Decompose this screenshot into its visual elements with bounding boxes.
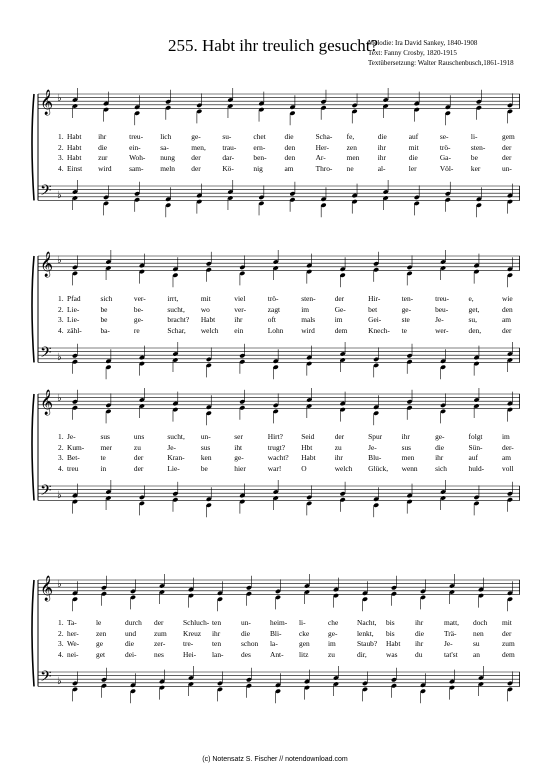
verse-number: 3. — [58, 639, 64, 648]
lyric-syllable: zum — [154, 628, 167, 638]
lyric-syllable: zu — [328, 649, 335, 659]
lyric-syllable: mer — [100, 442, 112, 452]
lyric-syllable: ihr — [234, 315, 243, 324]
lyric-syllable: Schluch- — [183, 618, 210, 627]
bass-clef-icon: 𝄢 — [40, 344, 52, 365]
lyric-syllable: trö- — [439, 142, 451, 152]
flat-icon: ♭ — [57, 190, 62, 201]
lyric-syllable: schon — [241, 639, 259, 648]
lyric-syllable: se- — [439, 132, 449, 141]
lyric-syllable: im — [502, 432, 510, 441]
lyric-syllable: Habt — [301, 453, 316, 462]
lyric-syllable: den — [502, 304, 513, 314]
lyric-syllable: die — [284, 132, 294, 141]
lyric-syllable: Nacht, — [357, 618, 377, 627]
system-2 — [30, 250, 520, 380]
lyric-line-1 — [30, 618, 520, 628]
lyric-line-1 — [30, 432, 520, 442]
lyric-syllable: iht — [234, 442, 243, 452]
lyric-syllable: litz — [299, 649, 309, 659]
lyric-syllable: war! — [267, 463, 282, 473]
lyric-syllable: Kum- — [67, 442, 85, 452]
lyric-syllable: im — [334, 315, 343, 324]
lyric-syllable: che — [328, 618, 339, 627]
verse-number: 4. — [58, 649, 64, 659]
lyric-syllable: ihr — [212, 628, 221, 638]
lyric-syllable: su — [473, 639, 480, 648]
lyric-syllable: Habt — [200, 315, 216, 324]
lyric-syllable: ste — [401, 315, 410, 324]
bass-clef-icon: 𝄢 — [40, 668, 52, 689]
lyric-line-3 — [30, 639, 520, 649]
lyric-line-2 — [30, 143, 520, 153]
lyric-syllable: sucht, — [167, 304, 185, 314]
flat-icon: ♭ — [57, 393, 62, 404]
lyric-syllable: tat'st — [444, 649, 458, 659]
lyric-syllable: ne — [346, 163, 354, 173]
lyric-syllable: im — [301, 304, 310, 314]
lyric-syllable: Habt — [67, 153, 82, 162]
lyric-syllable: be — [100, 315, 108, 324]
lyric-syllable: Je- — [444, 639, 453, 648]
lyric-syllable: welch — [200, 325, 219, 335]
lyric-syllable: der — [502, 325, 512, 335]
lyric-syllable: der — [133, 463, 144, 473]
lyric-syllable: ihr — [435, 453, 444, 462]
lyric-syllable: sten- — [470, 142, 486, 152]
lyric-syllable: dem — [334, 325, 348, 335]
lyric-syllable: Thro- — [315, 163, 333, 173]
verse-number: 3. — [58, 153, 64, 162]
lyric-syllable: folgt — [468, 432, 483, 441]
lyric-syllable: den — [284, 142, 296, 152]
lyric-syllable: Je- — [435, 315, 444, 324]
treble-clef-icon: 𝄞 — [40, 252, 54, 277]
lyric-syllable: ben- — [253, 153, 267, 162]
lyric-syllable: wo — [200, 304, 210, 314]
lyric-syllable: mit — [200, 294, 211, 303]
lyric-line-4 — [30, 650, 520, 660]
lyric-syllable: der — [502, 153, 512, 162]
lyric-syllable: sten- — [301, 294, 316, 303]
lyric-syllable: den — [284, 153, 296, 162]
lyric-syllable: Hir- — [368, 294, 381, 303]
verse-number: 2. — [58, 142, 64, 152]
lyric-syllable: Habt — [386, 639, 401, 648]
lyric-syllable: be — [470, 153, 478, 162]
verse-number: 1. — [58, 294, 64, 303]
lyric-syllable: treu- — [129, 132, 144, 141]
lyric-syllable: la- — [270, 639, 278, 648]
lyric-syllable: ge- — [191, 132, 201, 141]
lyric-syllable: sus — [200, 442, 211, 452]
lyric-syllable: Gei- — [368, 315, 382, 324]
lyric-syllable: gen — [299, 639, 310, 648]
treble-clef-icon: 𝄞 — [40, 90, 54, 115]
lyric-line-1 — [30, 294, 520, 304]
lyric-syllable: zer- — [154, 639, 166, 648]
lyric-syllable: die — [377, 132, 387, 141]
lyric-syllable: ihr — [377, 142, 386, 152]
lyric-syllable: We- — [67, 639, 80, 648]
lyric-syllable: un- — [502, 163, 512, 173]
lyric-syllable: le — [96, 618, 102, 627]
lyric-syllable: re — [133, 325, 140, 335]
lyric-syllable: oft — [267, 315, 276, 324]
lyric-syllable: Lie- — [67, 304, 80, 314]
lyric-syllable: wie — [502, 294, 513, 303]
lyric-syllable: Völ- — [439, 163, 454, 173]
lyric-syllable: trugt? — [267, 442, 286, 452]
lyric-syllable: Bet- — [67, 453, 80, 462]
lyric-syllable: ihr — [334, 453, 343, 462]
credits-block — [368, 38, 548, 68]
lyric-syllable: die — [415, 628, 425, 638]
lyric-syllable: Hbt — [301, 442, 313, 452]
lyric-syllable: ihr — [401, 432, 410, 441]
lyric-syllable: am — [502, 453, 512, 462]
lyric-syllable: der — [154, 618, 164, 627]
lyric-line-2 — [30, 305, 520, 315]
lyric-syllable: treu — [67, 463, 79, 473]
lyric-syllable: dei- — [125, 649, 137, 659]
lyric-line-1 — [30, 132, 520, 142]
lyric-syllable: ern- — [253, 142, 266, 152]
bass-clef-icon: 𝄢 — [40, 482, 52, 503]
lyric-syllable: ge- — [435, 432, 445, 441]
lyric-syllable: des — [241, 649, 251, 659]
lyric-syllable: Schar, — [167, 325, 186, 335]
lyric-syllable: te — [401, 325, 407, 335]
lyric-syllable: Scha- — [315, 132, 333, 141]
lyric-syllable: Hirt? — [267, 432, 283, 441]
lyric-line-4 — [30, 164, 520, 174]
lyric-syllable: Ar- — [315, 153, 326, 162]
lyric-syllable: an — [473, 649, 480, 659]
lyric-syllable: sich — [435, 463, 447, 473]
lyric-syllable: der — [502, 628, 512, 638]
lyric-syllable: Kreuz — [183, 628, 202, 638]
lyric-syllable: auf — [468, 453, 478, 462]
lyric-syllable: zur — [98, 153, 108, 162]
lyric-syllable: der- — [502, 442, 514, 452]
lyric-syllable: voll — [502, 463, 514, 473]
lyric-syllable: Woh- — [129, 153, 146, 162]
lyric-syllable: du — [415, 649, 423, 659]
lyric-syllable: un- — [241, 618, 251, 627]
verse-number: 4. — [58, 163, 64, 173]
lyric-syllable: trö- — [267, 294, 279, 303]
lyric-syllable: dar- — [222, 153, 235, 162]
lyric-syllable: be — [100, 304, 108, 314]
lyric-syllable: auf — [408, 132, 419, 141]
lyric-syllable: sam- — [129, 163, 144, 173]
lyric-syllable: zähl- — [67, 325, 82, 335]
flat-icon: ♭ — [57, 579, 62, 590]
lyric-syllable: lenkt, — [357, 628, 374, 638]
lyric-syllable: in — [100, 463, 107, 473]
lyric-syllable: ihr — [415, 639, 424, 648]
lyric-syllable: fe, — [346, 132, 355, 141]
lyric-syllable: Blu- — [368, 453, 382, 462]
lyric-syllable: Habt — [67, 132, 82, 141]
lyric-line-4 — [30, 326, 520, 336]
lyric-syllable: Ga- — [439, 153, 451, 162]
lyric-syllable: li- — [299, 618, 306, 627]
lyric-syllable: Je- — [167, 442, 176, 452]
lyric-line-2 — [30, 443, 520, 453]
lyric-syllable: cke — [299, 628, 310, 638]
verse-number: 1. — [58, 618, 64, 627]
lyric-syllable: Kran- — [167, 453, 185, 462]
lyric-syllable: Knech- — [368, 325, 390, 335]
lyric-syllable: der — [191, 163, 201, 173]
lyric-syllable: Staub? — [357, 639, 378, 648]
lyric-syllable: ten — [212, 618, 222, 627]
lyric-syllable: die — [98, 142, 108, 152]
lyric-syllable: O — [301, 463, 307, 473]
verse-number: 1. — [58, 132, 64, 141]
credit-text: Text: Fanny Crosby, 1820-1915 — [368, 49, 457, 57]
lyric-syllable: doch — [473, 618, 488, 627]
lyric-syllable: die — [435, 442, 445, 452]
lyric-syllable: ge- — [328, 628, 338, 638]
lyric-syllable: wacht? — [267, 453, 289, 462]
lyric-syllable: mit — [408, 142, 419, 152]
lyric-syllable: nei- — [67, 649, 79, 659]
credit-translation: Textübersetzung: Walter Rauschenbusch,1861-1918 — [368, 59, 514, 67]
lyric-line-2 — [30, 629, 520, 639]
lyric-syllable: Kö- — [222, 163, 234, 173]
lyric-syllable: un- — [200, 432, 211, 441]
lyric-syllable: mals — [301, 315, 316, 324]
lyric-syllable: Je- — [67, 432, 76, 441]
lyric-syllable: Habt — [67, 142, 82, 152]
lyric-syllable: ker — [470, 163, 481, 173]
lyric-syllable: beu- — [435, 304, 449, 314]
lyric-syllable: heim- — [270, 618, 288, 627]
lyric-syllable: Sün- — [468, 442, 483, 452]
lyric-syllable: der — [334, 294, 345, 303]
lyric-syllable: nes — [154, 649, 164, 659]
lyric-syllable: huld- — [468, 463, 485, 473]
lyric-syllable: welch — [334, 463, 353, 473]
lyric-syllable: wer- — [435, 325, 449, 335]
lyric-syllable: ba- — [100, 325, 110, 335]
verse-number: 1. — [58, 432, 64, 441]
lyric-syllable: am — [502, 315, 512, 324]
lyric-syllable: get — [96, 649, 106, 659]
lyric-syllable: im — [328, 639, 336, 648]
lyric-syllable: Glück, — [368, 463, 389, 473]
verse-number: 2. — [58, 442, 64, 452]
lyric-syllable: su- — [222, 132, 232, 141]
lyric-syllable: lich — [160, 132, 172, 141]
lyric-syllable: am — [284, 163, 294, 173]
lyric-syllable: Spur — [368, 432, 383, 441]
lyric-syllable: sus — [401, 442, 412, 452]
verse-number: 4. — [58, 325, 64, 335]
lyric-syllable: Her- — [315, 142, 329, 152]
lyric-syllable: tre- — [183, 639, 194, 648]
lyric-syllable: mit — [502, 618, 512, 627]
lyric-syllable: Ta- — [67, 618, 77, 627]
lyric-syllable: bracht? — [167, 315, 190, 324]
lyric-syllable: wenn — [401, 463, 418, 473]
lyric-line-4 — [30, 464, 520, 474]
lyric-syllable: ver- — [234, 304, 247, 314]
lyric-syllable: dir, — [357, 649, 367, 659]
lyric-syllable: uns — [133, 432, 145, 441]
lyric-line-3 — [30, 153, 520, 163]
flat-icon: ♭ — [57, 255, 62, 266]
lyric-syllable: der — [334, 432, 345, 441]
lyric-syllable: te — [100, 453, 106, 462]
treble-clef-icon: 𝄞 — [40, 390, 54, 415]
lyric-syllable: zagt — [267, 304, 281, 314]
lyric-syllable: be — [200, 463, 208, 473]
lyric-syllable: her- — [67, 628, 79, 638]
flat-icon: ♭ — [57, 676, 62, 687]
lyric-syllable: Je- — [368, 442, 377, 452]
lyric-syllable: irrt, — [167, 294, 179, 303]
system-1 — [30, 88, 520, 218]
lyric-syllable: men, — [191, 142, 206, 152]
lyric-syllable: bet — [368, 304, 378, 314]
lyric-syllable: sus — [100, 432, 110, 441]
bass-clef-icon: 𝄢 — [40, 182, 52, 203]
lyric-syllable: men — [346, 153, 360, 162]
verse-number: 4. — [58, 463, 64, 473]
lyric-syllable: ihr — [415, 618, 424, 627]
system-3 — [30, 388, 520, 518]
lyric-syllable: die — [241, 628, 251, 638]
lyric-syllable: ein — [234, 325, 244, 335]
lyric-syllable: ser — [234, 432, 243, 441]
lyric-syllable: Ge- — [334, 304, 346, 314]
lyric-syllable: e, — [468, 294, 474, 303]
lyric-syllable: dem — [502, 649, 515, 659]
lyric-syllable: Hei- — [183, 649, 197, 659]
lyric-syllable: nen — [473, 628, 484, 638]
lyric-syllable: bis — [386, 628, 395, 638]
credit-melody: Melodie: Ira David Sankey, 1840-1908 — [368, 39, 478, 47]
lyric-syllable: zen — [346, 142, 357, 152]
lyric-syllable: men — [401, 453, 415, 462]
lyric-syllable: Pfad — [67, 294, 81, 303]
lyric-syllable: wird — [301, 325, 315, 335]
verse-number: 3. — [58, 453, 64, 462]
treble-clef-icon: 𝄞 — [40, 576, 54, 601]
lyric-syllable: Trä- — [444, 628, 457, 638]
lyric-syllable: ge- — [133, 315, 144, 324]
lyric-syllable: Lohn — [267, 325, 284, 335]
lyric-syllable: Seid — [301, 432, 315, 441]
flat-icon: ♭ — [57, 352, 62, 363]
lyric-syllable: sucht, — [167, 432, 185, 441]
lyric-syllable: und — [125, 628, 137, 638]
lyric-syllable: der — [191, 153, 201, 162]
lyric-syllable: Lie- — [67, 315, 80, 324]
flat-icon: ♭ — [57, 490, 62, 501]
lyric-syllable: zu — [133, 442, 141, 452]
lyric-syllable: bis — [386, 618, 395, 627]
lyric-syllable: zum — [502, 639, 515, 648]
lyric-syllable: be- — [133, 304, 144, 314]
system-4 — [30, 574, 520, 704]
verse-number: 3. — [58, 315, 64, 324]
lyric-syllable: durch — [125, 618, 142, 627]
lyric-syllable: meln — [160, 163, 175, 173]
lyric-syllable: ten- — [401, 294, 414, 303]
lyric-syllable: al- — [377, 163, 386, 173]
lyric-syllable: zen — [96, 628, 107, 638]
lyric-syllable: ihr — [98, 132, 107, 141]
lyric-syllable: ge- — [401, 304, 412, 314]
lyric-syllable: ten — [212, 639, 222, 648]
lyric-syllable: was — [386, 649, 398, 659]
lyric-syllable: get, — [468, 304, 480, 314]
lyric-syllable: li- — [470, 132, 478, 141]
lyric-line-3 — [30, 315, 520, 325]
lyric-syllable: Bli- — [270, 628, 282, 638]
lyric-syllable: viel — [234, 294, 246, 303]
lyric-syllable: ge — [96, 639, 103, 648]
lyric-line-3 — [30, 453, 520, 463]
lyric-syllable: Ant- — [270, 649, 284, 659]
lyric-syllable: ge- — [234, 453, 244, 462]
lyric-syllable: hier — [234, 463, 246, 473]
lyric-syllable: su, — [468, 315, 477, 324]
verse-number: 2. — [58, 304, 64, 314]
lyric-syllable: lan- — [212, 649, 224, 659]
lyric-syllable: gem — [502, 132, 515, 141]
lyric-syllable: der — [133, 453, 144, 462]
lyric-syllable: sich — [100, 294, 113, 303]
footer-copyright: (c) Notensatz S. Fischer // notendownload.com — [202, 756, 348, 763]
lyric-syllable: Lie- — [167, 463, 180, 473]
lyric-syllable: sa- — [160, 142, 169, 152]
lyric-syllable: ken — [200, 453, 212, 462]
lyric-syllable: der — [502, 142, 512, 152]
verse-number: 2. — [58, 628, 64, 638]
song-title: 255. Habt ihr treulich gesucht? — [168, 36, 379, 55]
lyric-syllable: treu- — [435, 294, 450, 303]
lyric-syllable: den, — [468, 325, 482, 335]
flat-icon: ♭ — [57, 93, 62, 104]
lyric-syllable: chet — [253, 132, 266, 141]
lyric-syllable: die — [125, 639, 135, 648]
lyric-syllable: trau- — [222, 142, 237, 152]
lyric-syllable: matt, — [444, 618, 459, 627]
lyric-syllable: zu — [334, 442, 342, 452]
lyric-syllable: nung — [160, 153, 175, 162]
lyric-syllable: ihr — [377, 153, 386, 162]
lyric-syllable: ver- — [133, 294, 146, 303]
lyric-syllable: nig — [253, 163, 263, 173]
lyric-syllable: Einst — [67, 163, 83, 173]
lyric-syllable: ein- — [129, 142, 141, 152]
lyric-syllable: wird — [98, 163, 112, 173]
lyric-syllable: ler — [408, 163, 417, 173]
lyric-syllable: die — [408, 153, 418, 162]
